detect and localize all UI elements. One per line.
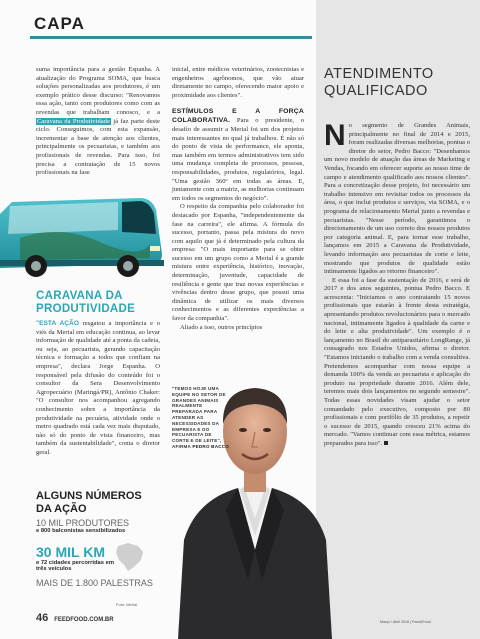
col2-paragraph-4: Aliado a isso, outros princípios <box>180 323 263 331</box>
number-producers-sub: e 800 balconistas sensibilizados <box>36 528 126 534</box>
column-3-text <box>324 119 470 449</box>
number-lectures-value: MAIS DE 1.800 PALESTRAS <box>36 578 153 588</box>
drop-cap: N <box>324 119 346 152</box>
section-tag: CAPA <box>34 14 85 33</box>
col2-paragraph-3: O respeito da companhia pelo colaborador foi destacado por Espanha, "independentemente da fase na carreira", ele afirma. A fórmula do sucesso, portanto, passa pela mistura do novo com aquilo que já é determinado pela cultura da empresa: "O mais importante para se obter sucesso em um grupo como a Merial é a grande mistura entre experiência, histórico, inovação, determinação, juventude, capacidade de resiliência e gente que traz novas experiências e vivências dentro desse grupo, que possui uma dinâmica de utilizar os mais diversos conhecimentos e as diferentes experiências a favor da companhia". <box>172 203 304 323</box>
page-footer <box>36 612 114 624</box>
end-mark-icon <box>384 441 388 445</box>
col2-paragraph-2-body: Para o presidente, o desafio de assumir a Merial foi um dos projetos mais interessantes no qual já trabalhou. É não só do ponto de vista de performance, ele aponta, mas também em termos administrativos tem sido uma mudança completa de processos, pessoas, responsabilidades, produtos, regulatórios, legal. "Uma gestão 360º em todas as áreas. E, juntamente com a matriz, as melhorias continuam em todos os segmentos do negócio". <box>172 117 304 202</box>
caravana-text <box>36 320 160 458</box>
caravana-bus-image <box>0 184 164 284</box>
numbers-title: ALGUNS NÚMEROS DA AÇÃO <box>36 490 142 515</box>
col1-paragraph <box>36 66 160 178</box>
right-paragraph-1-body: o segmento de Grandes Animais, principalmente no final de 2014 e 2015, foram realizadas diversas melhorias, pontua o diretor do setor, Pedro Bacco: "Desenhamos um novo modelo de atuação das áreas de Marketing e Vendas, focando em oferecer suporte ao nosso time de campo e atendimento qualificado aos nossos clientes". Para a concretização desse projeto, foi necessário um trabalho intensivo em revisitar todos os processos da área, o que inclui produtos e serviços, via SOMA, e o programa de relacionamento Merial junto a revendas e pecuaristas. "Nesse período, garantimos o direcionamento de um uso correto dos nossos produtos por categoria animal. E, para tornar esse trabalho, lançamos em 2015 a Caravana da Produtividade, levando informação aos pecuaristas de corte e leite, mostrando que produtos de qualidade estão intimamente ligados ao retorno financeiro". <box>324 122 470 276</box>
footer-issue: Março / Abril 2016 | Feed&Food <box>380 620 431 624</box>
caravana-highlight: Caravana da Produtividade <box>37 117 110 125</box>
number-km-value: 30 MIL KM <box>36 544 105 560</box>
page-number: 46 <box>36 612 49 624</box>
col2-paragraph-2 <box>172 108 304 203</box>
column-1-text <box>36 66 160 178</box>
col1-text-post: já faz parte deste ciclo. Conseguimos, com esta expansão, incrementar a base de atenção aos clientes, principalmente os pecuaristas, e também aos profissionais de revendas. Para isso, foi precisa a contratação de 15 novos profissionais na fase <box>36 117 160 177</box>
right-paragraph-2-body: E essa foi a fase da sustentação de 2016, e será de 2017 e dos anos seguintes, pontua Pedro Bacco. E acrescenta: "Iniciamos o ano contratando 15 novos profissionais que estarão à frente desta estratégia, apresentando produtos revolucionários para o mercado nacional, intimamente ligados à qualidade da carne e do leite e alta produtividade". Um exemplo é o lançamento no Brasil do antiparasitário LongRange, já consagrado nos Estados Unidos, afirma o diretor. "Estamos iniciando o trabalho com a venda consultiva. Pretendemos acompanhar com nossa equipe a demanda 100% da venda ao pecuarista e aplicação do produto na propriedade durante 2016. Além dele, teremos mais dois lançamentos no segundo semestre". Todas essas novidades visam ajudar o setor comandado pelo executivo, composto por 80 profissionais e com portfólio de 35 produtos, a repetir o sucesso de 2015, quando cresceu 21% acima do mercado. "Vamos continuar com essa métrica, estamos preparados para isso". <box>324 276 470 447</box>
number-producers-value: 10 MIL PRODUTORES <box>36 518 130 528</box>
caravana-body: resgatou a importância e o viés da Merial em educação continua, ao levar informação de qualidade até a ponta da cadeia, ou seja, ao pecuarista, gerando capacitação técnica e formação a todos que confiam na empresa", declara Jorge Espanha. O responsável pela difusão do conteúdo foi o consultor da Sera Desenvolvimento Agropecuário (Maringá/PR), Antônio Chaker: "O consultor nos acompanhou agregando conhecimento sobre a importância da produtividade na pecuária, atividade onde o metro quadrado está cada vez mais disputado, não só do ponto de vista financeiro, mas também da sustentabilidade", conta o diretor geral. <box>36 320 160 456</box>
caravana-title: CARAVANA DA PRODUTIVIDADE <box>36 290 136 315</box>
pull-quote <box>172 386 230 450</box>
pull-quote-text: "TEMOS HOJE UMA EQUIPE NO SETOR DE GRANDES ANIMAIS REALMENTE PREPARADA PARA ATENDER AS NECESSIDADES DA EMPRESA E DO PECUARISTA DE CORTE E DE LEITE", AFIRMA <box>172 386 226 449</box>
right-paragraph-2 <box>324 277 470 449</box>
col1-text-pre: suma importância para a gestão Espanha. A atualização do Programa SOMA, que busca soluções personalizadas aos produtores, é um exemplo prático desse discurso: "Renovamos essa ação, tanto com produtores como com as revendas que trabalham conosco, e a <box>36 66 160 116</box>
header-rule <box>30 36 312 39</box>
right-column-title: ATENDIMENTO QUALIFICADO <box>324 66 434 99</box>
column-2-text <box>172 66 304 332</box>
footer-site: FEEDFOOD.COM.BR <box>54 617 114 623</box>
col2-paragraph-1: inicial, entre médicos veterinários, zootecnistas e engenheiros agrônomos, que vão atuar diretamente no campo, oferecendo maior apoio e proximidade aos clientes". <box>172 66 304 99</box>
col2-subhead: ESTÍMULOS E A FORÇA COLABORATIVA. <box>172 108 304 125</box>
pull-quote-author: PEDRO BACCO <box>192 443 230 449</box>
right-paragraph-1 <box>324 119 470 277</box>
number-lectures <box>36 578 160 588</box>
photo-credit: Foto: Merial <box>116 602 138 607</box>
number-producers <box>36 518 160 534</box>
caravana-lead: "ESTA AÇÃO <box>36 320 79 327</box>
caravana-paragraph <box>36 320 160 458</box>
number-km-sub: e 72 cidades percorridas em três veículos <box>36 560 114 572</box>
brazil-map-icon <box>112 540 146 574</box>
